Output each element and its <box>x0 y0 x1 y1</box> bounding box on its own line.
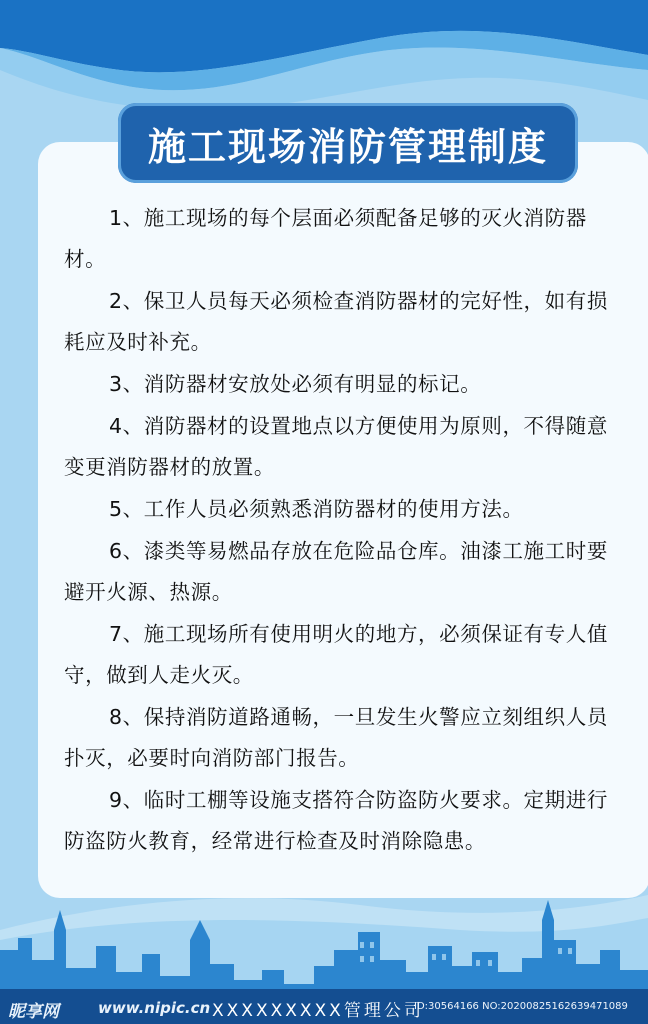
rule-item: 1、施工现场的每个层面必须配备足够的灭火消防器材。 <box>64 206 587 271</box>
rule-item: 5、工作人员必须熟悉消防器材的使用方法。 <box>109 497 524 521</box>
title-banner <box>118 103 578 183</box>
rule-item: 9、临时工棚等设施支搭符合防盗防火要求。定期进行防盗防火教育，经常进行检查及时消除隐患。 <box>64 788 608 853</box>
watermark-url: www.nipic.cn <box>98 999 211 1017</box>
rules-list <box>64 198 620 862</box>
footer-bar <box>0 989 648 1024</box>
rule-item: 6、漆类等易燃品存放在危险品仓库。油漆工施工时要避开火源、热源。 <box>64 539 608 604</box>
company-name: XXXXXXXXX管理公司 <box>212 1001 424 1021</box>
page-title: 施工现场消防管理制度 <box>147 124 548 169</box>
watermark-logo: 昵享网 <box>8 1002 59 1022</box>
watermark-id: ID:30564166 NO:20200825162639471089 <box>414 1001 628 1012</box>
rule-item: 4、消防器材的设置地点以方便使用为原则，不得随意变更消防器材的放置。 <box>64 414 608 479</box>
rule-item: 7、施工现场所有使用明火的地方，必须保证有专人值守，做到人走火灭。 <box>64 622 608 687</box>
rule-item: 8、保持消防道路通畅，一旦发生火警应立刻组织人员扑灭，必要时向消防部门报告。 <box>64 705 608 770</box>
rule-item: 3、消防器材安放处必须有明显的标记。 <box>109 372 482 396</box>
rule-item: 2、保卫人员每天必须检查消防器材的完好性，如有损耗应及时补充。 <box>64 289 608 354</box>
